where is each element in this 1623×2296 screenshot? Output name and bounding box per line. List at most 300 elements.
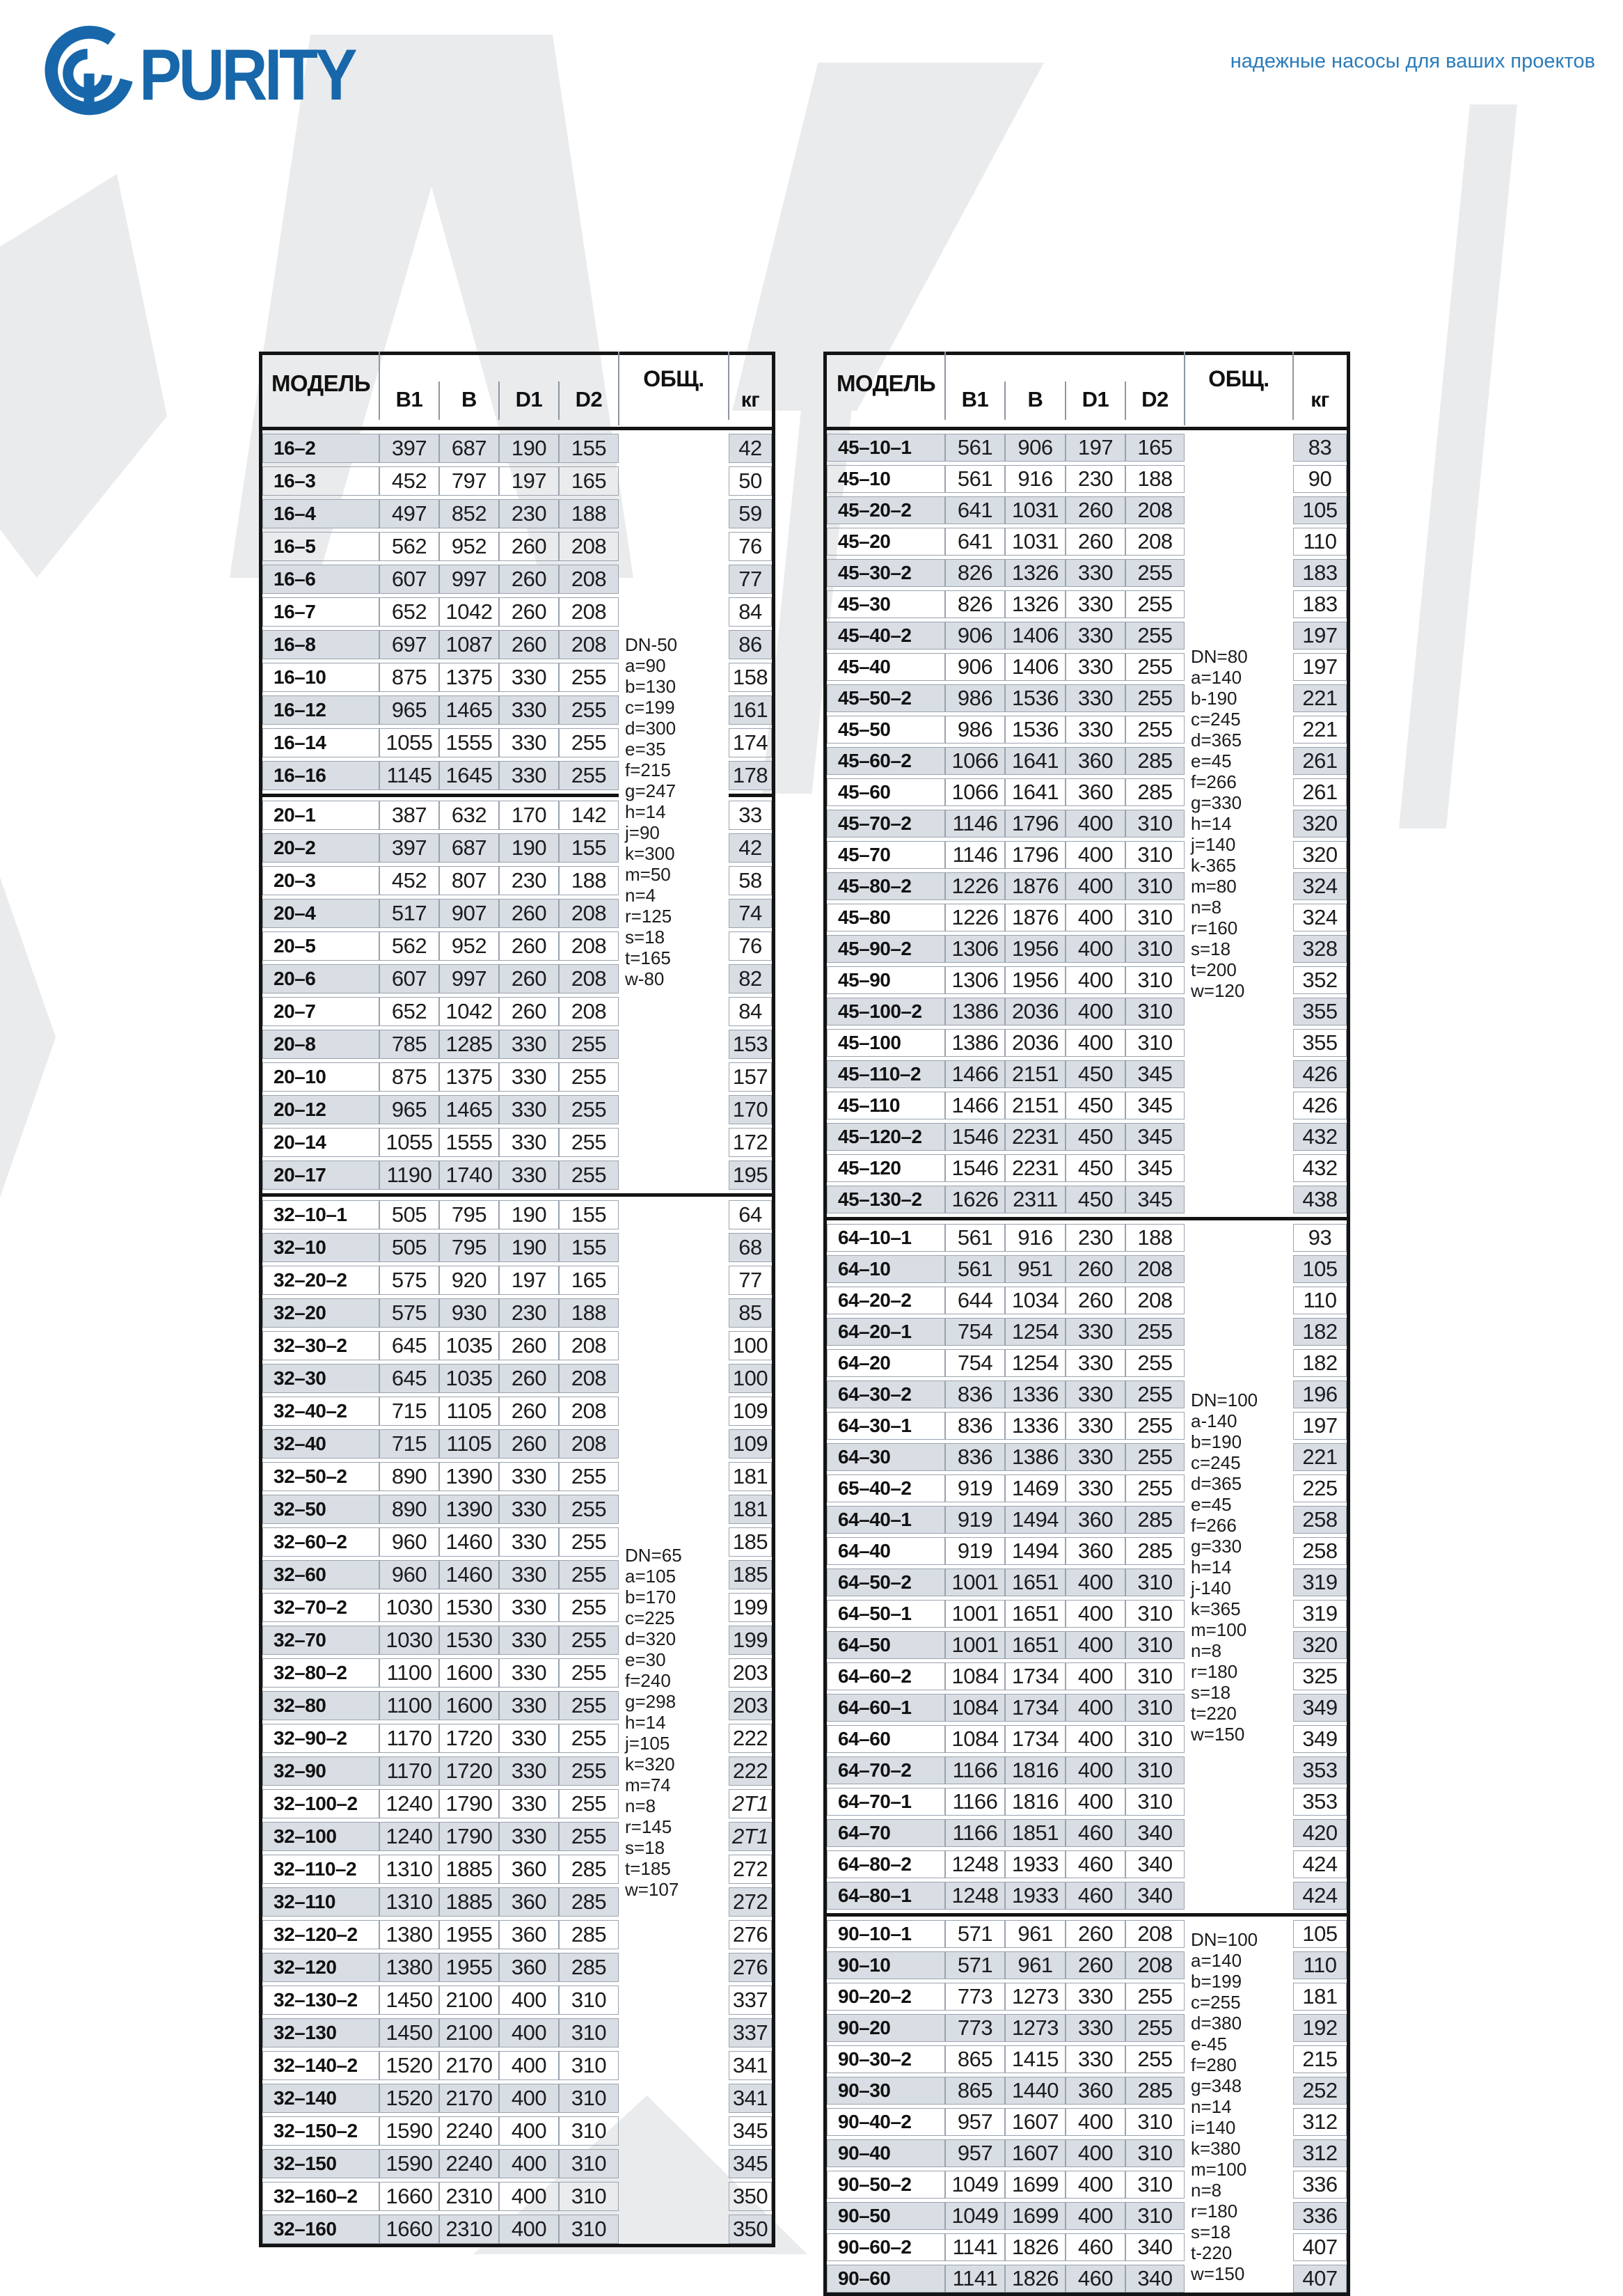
weight-cell: 195 bbox=[729, 1161, 772, 1190]
dim-cell: 255 bbox=[559, 1560, 619, 1589]
dim-cell: 1386 bbox=[945, 1029, 1005, 1057]
dim-cell: 310 bbox=[1125, 1788, 1185, 1816]
note-line: b=190 bbox=[1191, 1431, 1242, 1452]
dim-cell: 1380 bbox=[379, 1920, 439, 1949]
note-line: t=220 bbox=[1191, 1702, 1237, 1724]
dim-cell: 155 bbox=[559, 833, 619, 863]
dim-cell: 1166 bbox=[945, 1756, 1005, 1784]
note-line: w=150 bbox=[1191, 2263, 1245, 2284]
column-header-label: МОДЕЛЬ bbox=[271, 370, 371, 396]
weight-cell: 77 bbox=[729, 565, 772, 594]
dim-cell: 208 bbox=[559, 964, 619, 993]
weight-cell: 345 bbox=[729, 2116, 772, 2146]
dim-cell: 957 bbox=[945, 2108, 1005, 2136]
dim-cell: 1590 bbox=[379, 2149, 439, 2178]
dim-cell: 255 bbox=[559, 1822, 619, 1851]
dim-cell: 1796 bbox=[1005, 810, 1066, 838]
weight-cell: 196 bbox=[1293, 1381, 1347, 1408]
dim-cell: 961 bbox=[1005, 1920, 1066, 1948]
model-cell: 45–120–2 bbox=[827, 1123, 945, 1151]
weight-cell: 105 bbox=[1293, 1255, 1347, 1283]
dim-cell: 400 bbox=[499, 2149, 559, 2178]
model-cell: 20–5 bbox=[262, 931, 379, 961]
note-line: n=4 bbox=[625, 885, 656, 906]
model-cell: 45–80–2 bbox=[827, 872, 945, 900]
dimensions-note-lines bbox=[619, 1545, 682, 1900]
dim-cell: 255 bbox=[1125, 1381, 1185, 1408]
dim-cell: 188 bbox=[559, 499, 619, 528]
dim-cell: 1100 bbox=[379, 1691, 439, 1720]
dim-cell: 400 bbox=[1066, 1662, 1125, 1690]
dim-cell: 360 bbox=[1066, 2077, 1125, 2105]
dim-cell: 1876 bbox=[1005, 904, 1066, 931]
dim-cell: 2151 bbox=[1005, 1060, 1066, 1088]
dim-cell: 1030 bbox=[379, 1626, 439, 1655]
dim-cell: 562 bbox=[379, 532, 439, 561]
dim-cell: 208 bbox=[559, 1397, 619, 1426]
dim-cell: 2310 bbox=[439, 2182, 499, 2211]
dim-cell: 1555 bbox=[439, 1128, 499, 1157]
dim-cell: 255 bbox=[559, 728, 619, 757]
dim-cell: 400 bbox=[1066, 1788, 1125, 1816]
dim-cell: 607 bbox=[379, 565, 439, 594]
dim-cell: 345 bbox=[1125, 1060, 1185, 1088]
model-cell: 64–70–2 bbox=[827, 1756, 945, 1784]
column-header-kg bbox=[729, 355, 772, 418]
dim-cell: 197 bbox=[499, 466, 559, 496]
dim-cell: 1885 bbox=[439, 1887, 499, 1917]
dim-cell: 255 bbox=[1125, 1349, 1185, 1377]
weight-cell: 183 bbox=[1293, 590, 1347, 618]
dim-cell: 330 bbox=[499, 761, 559, 790]
dim-cell: 188 bbox=[1125, 465, 1185, 493]
model-cell: 32–140 bbox=[262, 2084, 379, 2113]
dim-cell: 1660 bbox=[379, 2215, 439, 2244]
model-cell: 90–10–1 bbox=[827, 1920, 945, 1948]
weight-cell: 336 bbox=[1293, 2171, 1347, 2199]
model-cell: 32–40 bbox=[262, 1429, 379, 1458]
dim-cell: 208 bbox=[1125, 1920, 1185, 1948]
weight-cell: 161 bbox=[729, 695, 772, 725]
dim-cell: 1310 bbox=[379, 1887, 439, 1917]
dim-cell: 1141 bbox=[945, 2233, 1005, 2261]
dim-cell: 641 bbox=[945, 496, 1005, 524]
dimensions-note-lines bbox=[619, 634, 677, 989]
note-line: f=215 bbox=[625, 760, 671, 780]
model-cell: 20–6 bbox=[262, 964, 379, 993]
note-line: c=255 bbox=[1191, 1991, 1241, 2013]
dim-cell: 400 bbox=[499, 2215, 559, 2244]
dim-cell: 285 bbox=[559, 1953, 619, 1982]
weight-cell: 261 bbox=[1293, 747, 1347, 775]
model-cell: 32–150–2 bbox=[262, 2116, 379, 2146]
dim-cell: 330 bbox=[499, 1724, 559, 1753]
dim-cell: 400 bbox=[1066, 1725, 1125, 1753]
dim-cell: 330 bbox=[1066, 716, 1125, 744]
note-line: t=185 bbox=[625, 1857, 671, 1879]
column-header-label: МОДЕЛЬ bbox=[836, 370, 936, 396]
model-cell: 64–70 bbox=[827, 1819, 945, 1847]
model-cell: 45–110 bbox=[827, 1092, 945, 1119]
dim-cell: 1651 bbox=[1005, 1631, 1066, 1659]
dim-cell: 330 bbox=[499, 1062, 559, 1092]
dim-cell: 260 bbox=[499, 964, 559, 993]
dim-cell: 575 bbox=[379, 1266, 439, 1295]
weight-cell: 336 bbox=[1293, 2202, 1347, 2230]
column-header-b bbox=[1005, 355, 1066, 418]
dim-cell: 260 bbox=[499, 1397, 559, 1426]
header-divider-line bbox=[728, 352, 729, 420]
dim-cell: 1465 bbox=[439, 1095, 499, 1124]
dim-cell: 360 bbox=[499, 1887, 559, 1917]
header-divider-line bbox=[1065, 382, 1066, 420]
weight-cell: 50 bbox=[729, 466, 772, 496]
dim-cell: 561 bbox=[945, 465, 1005, 493]
model-cell: 45–70 bbox=[827, 841, 945, 869]
dim-cell: 632 bbox=[439, 801, 499, 830]
dim-cell: 310 bbox=[559, 2084, 619, 2113]
dim-cell: 397 bbox=[379, 434, 439, 463]
dim-cell: 208 bbox=[559, 1331, 619, 1360]
note-line: j=105 bbox=[625, 1732, 670, 1754]
weight-cell: 158 bbox=[729, 663, 772, 692]
column-header-label: ОБЩ. bbox=[643, 366, 704, 391]
weight-cell: 324 bbox=[1293, 872, 1347, 900]
dim-cell: 1141 bbox=[945, 2265, 1005, 2293]
weight-cell: 182 bbox=[1293, 1349, 1347, 1377]
dim-cell: 450 bbox=[1066, 1154, 1125, 1182]
model-cell: 32–80–2 bbox=[262, 1658, 379, 1688]
dim-cell: 1248 bbox=[945, 1850, 1005, 1878]
dim-cell: 400 bbox=[1066, 1029, 1125, 1057]
dim-cell: 460 bbox=[1066, 2233, 1125, 2261]
weight-cell: 276 bbox=[729, 1920, 772, 1949]
dim-cell: 255 bbox=[1125, 653, 1185, 681]
weight-cell: 2T1 bbox=[729, 1789, 772, 1818]
model-cell: 16–2 bbox=[262, 434, 379, 463]
note-line: c=199 bbox=[625, 697, 675, 718]
note-line: k-365 bbox=[1191, 855, 1237, 876]
dim-cell: 1450 bbox=[379, 2018, 439, 2047]
model-cell: 32–90 bbox=[262, 1756, 379, 1786]
group-separator bbox=[262, 794, 619, 797]
note-line: a=105 bbox=[625, 1565, 676, 1587]
dim-cell: 400 bbox=[1066, 2171, 1125, 2199]
dim-cell: 919 bbox=[945, 1506, 1005, 1534]
dim-cell: 916 bbox=[1005, 1224, 1066, 1252]
weight-cell: 109 bbox=[729, 1429, 772, 1458]
dim-cell: 561 bbox=[945, 434, 1005, 462]
model-cell: 32–110 bbox=[262, 1887, 379, 1917]
model-cell: 32–30 bbox=[262, 1364, 379, 1393]
dim-cell: 1641 bbox=[1005, 778, 1066, 806]
weight-cell: 83 bbox=[1293, 434, 1347, 462]
dim-cell: 1406 bbox=[1005, 653, 1066, 681]
dim-cell: 450 bbox=[1066, 1092, 1125, 1119]
dim-cell: 400 bbox=[499, 2182, 559, 2211]
weight-cell: 324 bbox=[1293, 904, 1347, 931]
note-line: k=300 bbox=[625, 843, 675, 864]
dim-cell: 330 bbox=[499, 1030, 559, 1059]
dim-cell: 505 bbox=[379, 1200, 439, 1229]
dim-cell: 1240 bbox=[379, 1822, 439, 1851]
header-divider-line bbox=[1292, 352, 1294, 420]
dim-cell: 190 bbox=[499, 1200, 559, 1229]
weight-cell: 110 bbox=[1293, 1287, 1347, 1314]
dim-cell: 310 bbox=[559, 2215, 619, 2244]
dim-cell: 1087 bbox=[439, 630, 499, 659]
dim-cell: 1546 bbox=[945, 1154, 1005, 1182]
dim-cell: 907 bbox=[439, 899, 499, 928]
dim-cell: 715 bbox=[379, 1429, 439, 1458]
dimensions-note bbox=[1185, 1224, 1293, 1910]
dim-cell: 345 bbox=[1125, 1092, 1185, 1119]
dim-cell: 1651 bbox=[1005, 1568, 1066, 1596]
dim-cell: 330 bbox=[499, 1658, 559, 1688]
note-line: DN=100 bbox=[1191, 1389, 1258, 1410]
weight-cell: 272 bbox=[729, 1855, 772, 1884]
dim-cell: 517 bbox=[379, 899, 439, 928]
note-line: k=380 bbox=[1191, 2137, 1241, 2159]
dim-cell: 285 bbox=[1125, 1506, 1185, 1534]
dim-cell: 952 bbox=[439, 931, 499, 961]
weight-cell: 424 bbox=[1293, 1850, 1347, 1878]
dim-cell: 1415 bbox=[1005, 2045, 1066, 2073]
dim-cell: 2240 bbox=[439, 2149, 499, 2178]
dim-cell: 330 bbox=[499, 1691, 559, 1720]
dim-cell: 875 bbox=[379, 1062, 439, 1092]
model-cell: 32–120–2 bbox=[262, 1920, 379, 1949]
weight-cell: 350 bbox=[729, 2182, 772, 2211]
weight-cell: 192 bbox=[1293, 2014, 1347, 2042]
dim-cell: 1273 bbox=[1005, 2014, 1066, 2042]
note-line: s=18 bbox=[1191, 2221, 1231, 2242]
dim-cell: 1590 bbox=[379, 2116, 439, 2146]
model-cell: 45–50–2 bbox=[827, 684, 945, 712]
column-header-d1 bbox=[1066, 355, 1125, 418]
note-line: DN=65 bbox=[625, 1544, 682, 1566]
dim-cell: 715 bbox=[379, 1397, 439, 1426]
dim-cell: 260 bbox=[1066, 496, 1125, 524]
dim-cell: 1607 bbox=[1005, 2108, 1066, 2136]
dim-cell: 208 bbox=[559, 597, 619, 627]
model-cell: 64–60 bbox=[827, 1725, 945, 1753]
note-line: b=130 bbox=[625, 676, 676, 697]
dim-cell: 330 bbox=[499, 1161, 559, 1190]
dim-cell: 795 bbox=[439, 1200, 499, 1229]
weight-cell: 58 bbox=[729, 866, 772, 895]
dim-cell: 645 bbox=[379, 1364, 439, 1393]
model-cell: 45–90–2 bbox=[827, 935, 945, 963]
weight-cell: 276 bbox=[729, 1953, 772, 1982]
section-separator bbox=[827, 1217, 1347, 1220]
note-line: g=330 bbox=[1191, 792, 1242, 813]
dim-cell: 255 bbox=[559, 1658, 619, 1688]
dim-cell: 360 bbox=[1066, 1537, 1125, 1565]
dim-cell: 1306 bbox=[945, 966, 1005, 994]
note-line: j=90 bbox=[625, 822, 660, 843]
weight-cell: 355 bbox=[1293, 998, 1347, 1025]
dim-cell: 310 bbox=[1125, 2202, 1185, 2230]
weight-cell: 178 bbox=[729, 761, 772, 790]
column-header-d1 bbox=[499, 355, 559, 418]
dim-cell: 1466 bbox=[945, 1060, 1005, 1088]
dim-cell: 310 bbox=[559, 1986, 619, 2015]
model-cell: 90–20 bbox=[827, 2014, 945, 2042]
weight-cell: 352 bbox=[1293, 966, 1347, 994]
note-line: i=140 bbox=[1191, 2116, 1236, 2138]
dim-cell: 285 bbox=[559, 1855, 619, 1884]
weight-cell: 345 bbox=[729, 2149, 772, 2178]
note-line: DN-50 bbox=[625, 634, 678, 655]
dim-cell: 260 bbox=[1066, 528, 1125, 556]
model-cell: 90–50–2 bbox=[827, 2171, 945, 2199]
note-line: n=8 bbox=[1191, 897, 1222, 918]
dim-cell: 836 bbox=[945, 1381, 1005, 1408]
weight-cell: 199 bbox=[729, 1626, 772, 1655]
dim-cell: 330 bbox=[499, 1593, 559, 1622]
weight-cell: 221 bbox=[1293, 684, 1347, 712]
dim-cell: 1734 bbox=[1005, 1725, 1066, 1753]
dim-cell: 330 bbox=[499, 695, 559, 725]
dim-cell: 260 bbox=[1066, 1920, 1125, 1948]
weight-cell: 203 bbox=[729, 1658, 772, 1688]
note-line: n=8 bbox=[1191, 1640, 1222, 1661]
model-cell: 16–6 bbox=[262, 565, 379, 594]
dim-cell: 190 bbox=[499, 434, 559, 463]
model-cell: 32–60 bbox=[262, 1560, 379, 1589]
dim-cell: 330 bbox=[1066, 559, 1125, 587]
column-header-label: кг bbox=[741, 388, 760, 411]
dim-cell: 652 bbox=[379, 597, 439, 627]
weight-cell: 438 bbox=[1293, 1186, 1347, 1213]
note-line: n=8 bbox=[625, 1795, 656, 1816]
weight-cell: 341 bbox=[729, 2051, 772, 2080]
model-cell: 64–60–2 bbox=[827, 1662, 945, 1690]
model-cell: 64–80–2 bbox=[827, 1850, 945, 1878]
dim-cell: 190 bbox=[499, 833, 559, 863]
dim-cell: 1790 bbox=[439, 1822, 499, 1851]
note-line: a-140 bbox=[1191, 1410, 1237, 1431]
dim-cell: 310 bbox=[1125, 872, 1185, 900]
note-line: r=145 bbox=[625, 1816, 672, 1837]
dim-cell: 1386 bbox=[1005, 1443, 1066, 1471]
model-cell: 64–10–1 bbox=[827, 1224, 945, 1252]
dim-cell: 1254 bbox=[1005, 1349, 1066, 1377]
dim-cell: 1555 bbox=[439, 728, 499, 757]
dim-cell: 1190 bbox=[379, 1161, 439, 1190]
model-cell: 90–30 bbox=[827, 2077, 945, 2105]
weight-cell: 76 bbox=[729, 931, 772, 961]
weight-cell: 221 bbox=[1293, 716, 1347, 744]
dim-cell: 330 bbox=[1066, 684, 1125, 712]
dim-cell: 285 bbox=[559, 1887, 619, 1917]
dim-cell: 687 bbox=[439, 434, 499, 463]
dim-cell: 890 bbox=[379, 1495, 439, 1524]
note-line: m=80 bbox=[1191, 876, 1237, 897]
column-header-label: D2 bbox=[1141, 387, 1169, 411]
spec-table-left bbox=[259, 352, 775, 2247]
note-line: DN=100 bbox=[1191, 1928, 1258, 1950]
weight-cell: 272 bbox=[729, 1887, 772, 1917]
dim-cell: 1145 bbox=[379, 761, 439, 790]
dim-cell: 285 bbox=[1125, 778, 1185, 806]
note-line: k=320 bbox=[625, 1753, 675, 1775]
weight-cell: 349 bbox=[1293, 1725, 1347, 1753]
dim-cell: 255 bbox=[1125, 1983, 1185, 2011]
weight-cell: 203 bbox=[729, 1691, 772, 1720]
dim-cell: 2240 bbox=[439, 2116, 499, 2146]
dim-cell: 1100 bbox=[379, 1658, 439, 1688]
dim-cell: 330 bbox=[499, 1789, 559, 1818]
header-divider-line bbox=[498, 382, 500, 420]
header-rule bbox=[827, 427, 1347, 430]
weight-cell: 312 bbox=[1293, 2139, 1347, 2167]
dim-cell: 197 bbox=[499, 1266, 559, 1295]
column-header-label: D2 bbox=[575, 387, 603, 411]
dim-cell: 1465 bbox=[439, 695, 499, 725]
weight-cell: 105 bbox=[1293, 1920, 1347, 1948]
brand-logo-text: PURITY bbox=[139, 34, 355, 116]
model-cell: 32–130 bbox=[262, 2018, 379, 2047]
dim-cell: 330 bbox=[499, 1095, 559, 1124]
dim-cell: 906 bbox=[1005, 434, 1066, 462]
dim-cell: 285 bbox=[1125, 1537, 1185, 1565]
dim-cell: 165 bbox=[1125, 434, 1185, 462]
header-divider-line bbox=[558, 382, 560, 420]
weight-cell: 199 bbox=[729, 1593, 772, 1622]
model-cell: 64–40 bbox=[827, 1537, 945, 1565]
spec-table-right bbox=[823, 352, 1350, 2296]
dim-cell: 2170 bbox=[439, 2084, 499, 2113]
note-line: g=247 bbox=[625, 780, 676, 801]
dim-cell: 2311 bbox=[1005, 1186, 1066, 1213]
model-cell: 20–17 bbox=[262, 1161, 379, 1190]
weight-cell: 197 bbox=[1293, 653, 1347, 681]
dim-cell: 997 bbox=[439, 964, 499, 993]
weight-cell: 59 bbox=[729, 499, 772, 528]
weight-cell: 325 bbox=[1293, 1662, 1347, 1690]
column-header-d2 bbox=[1125, 355, 1185, 418]
note-line: f=266 bbox=[1191, 771, 1237, 792]
note-line: a=90 bbox=[625, 655, 666, 676]
dim-cell: 571 bbox=[945, 1951, 1005, 1979]
dim-cell: 1055 bbox=[379, 728, 439, 757]
note-line: e=45 bbox=[1191, 750, 1232, 771]
dim-cell: 1084 bbox=[945, 1725, 1005, 1753]
weight-cell: 197 bbox=[1293, 1412, 1347, 1440]
model-cell: 90–60 bbox=[827, 2265, 945, 2293]
weight-cell: 183 bbox=[1293, 559, 1347, 587]
model-cell: 64–10 bbox=[827, 1255, 945, 1283]
dim-cell: 960 bbox=[379, 1560, 439, 1589]
dim-cell: 1105 bbox=[439, 1397, 499, 1426]
weight-cell: 341 bbox=[729, 2084, 772, 2113]
dim-cell: 208 bbox=[1125, 1287, 1185, 1314]
dim-cell: 773 bbox=[945, 2014, 1005, 2042]
dim-cell: 1460 bbox=[439, 1527, 499, 1557]
dim-cell: 310 bbox=[1125, 1568, 1185, 1596]
dim-cell: 330 bbox=[499, 1560, 559, 1589]
dim-cell: 460 bbox=[1066, 2265, 1125, 2293]
dim-cell: 1030 bbox=[379, 1593, 439, 1622]
weight-cell: 105 bbox=[1293, 496, 1347, 524]
model-cell: 32–10 bbox=[262, 1233, 379, 1262]
dim-cell: 197 bbox=[1066, 434, 1125, 462]
dim-cell: 773 bbox=[945, 1983, 1005, 2011]
dim-cell: 330 bbox=[1066, 2014, 1125, 2042]
dim-cell: 360 bbox=[1066, 747, 1125, 775]
